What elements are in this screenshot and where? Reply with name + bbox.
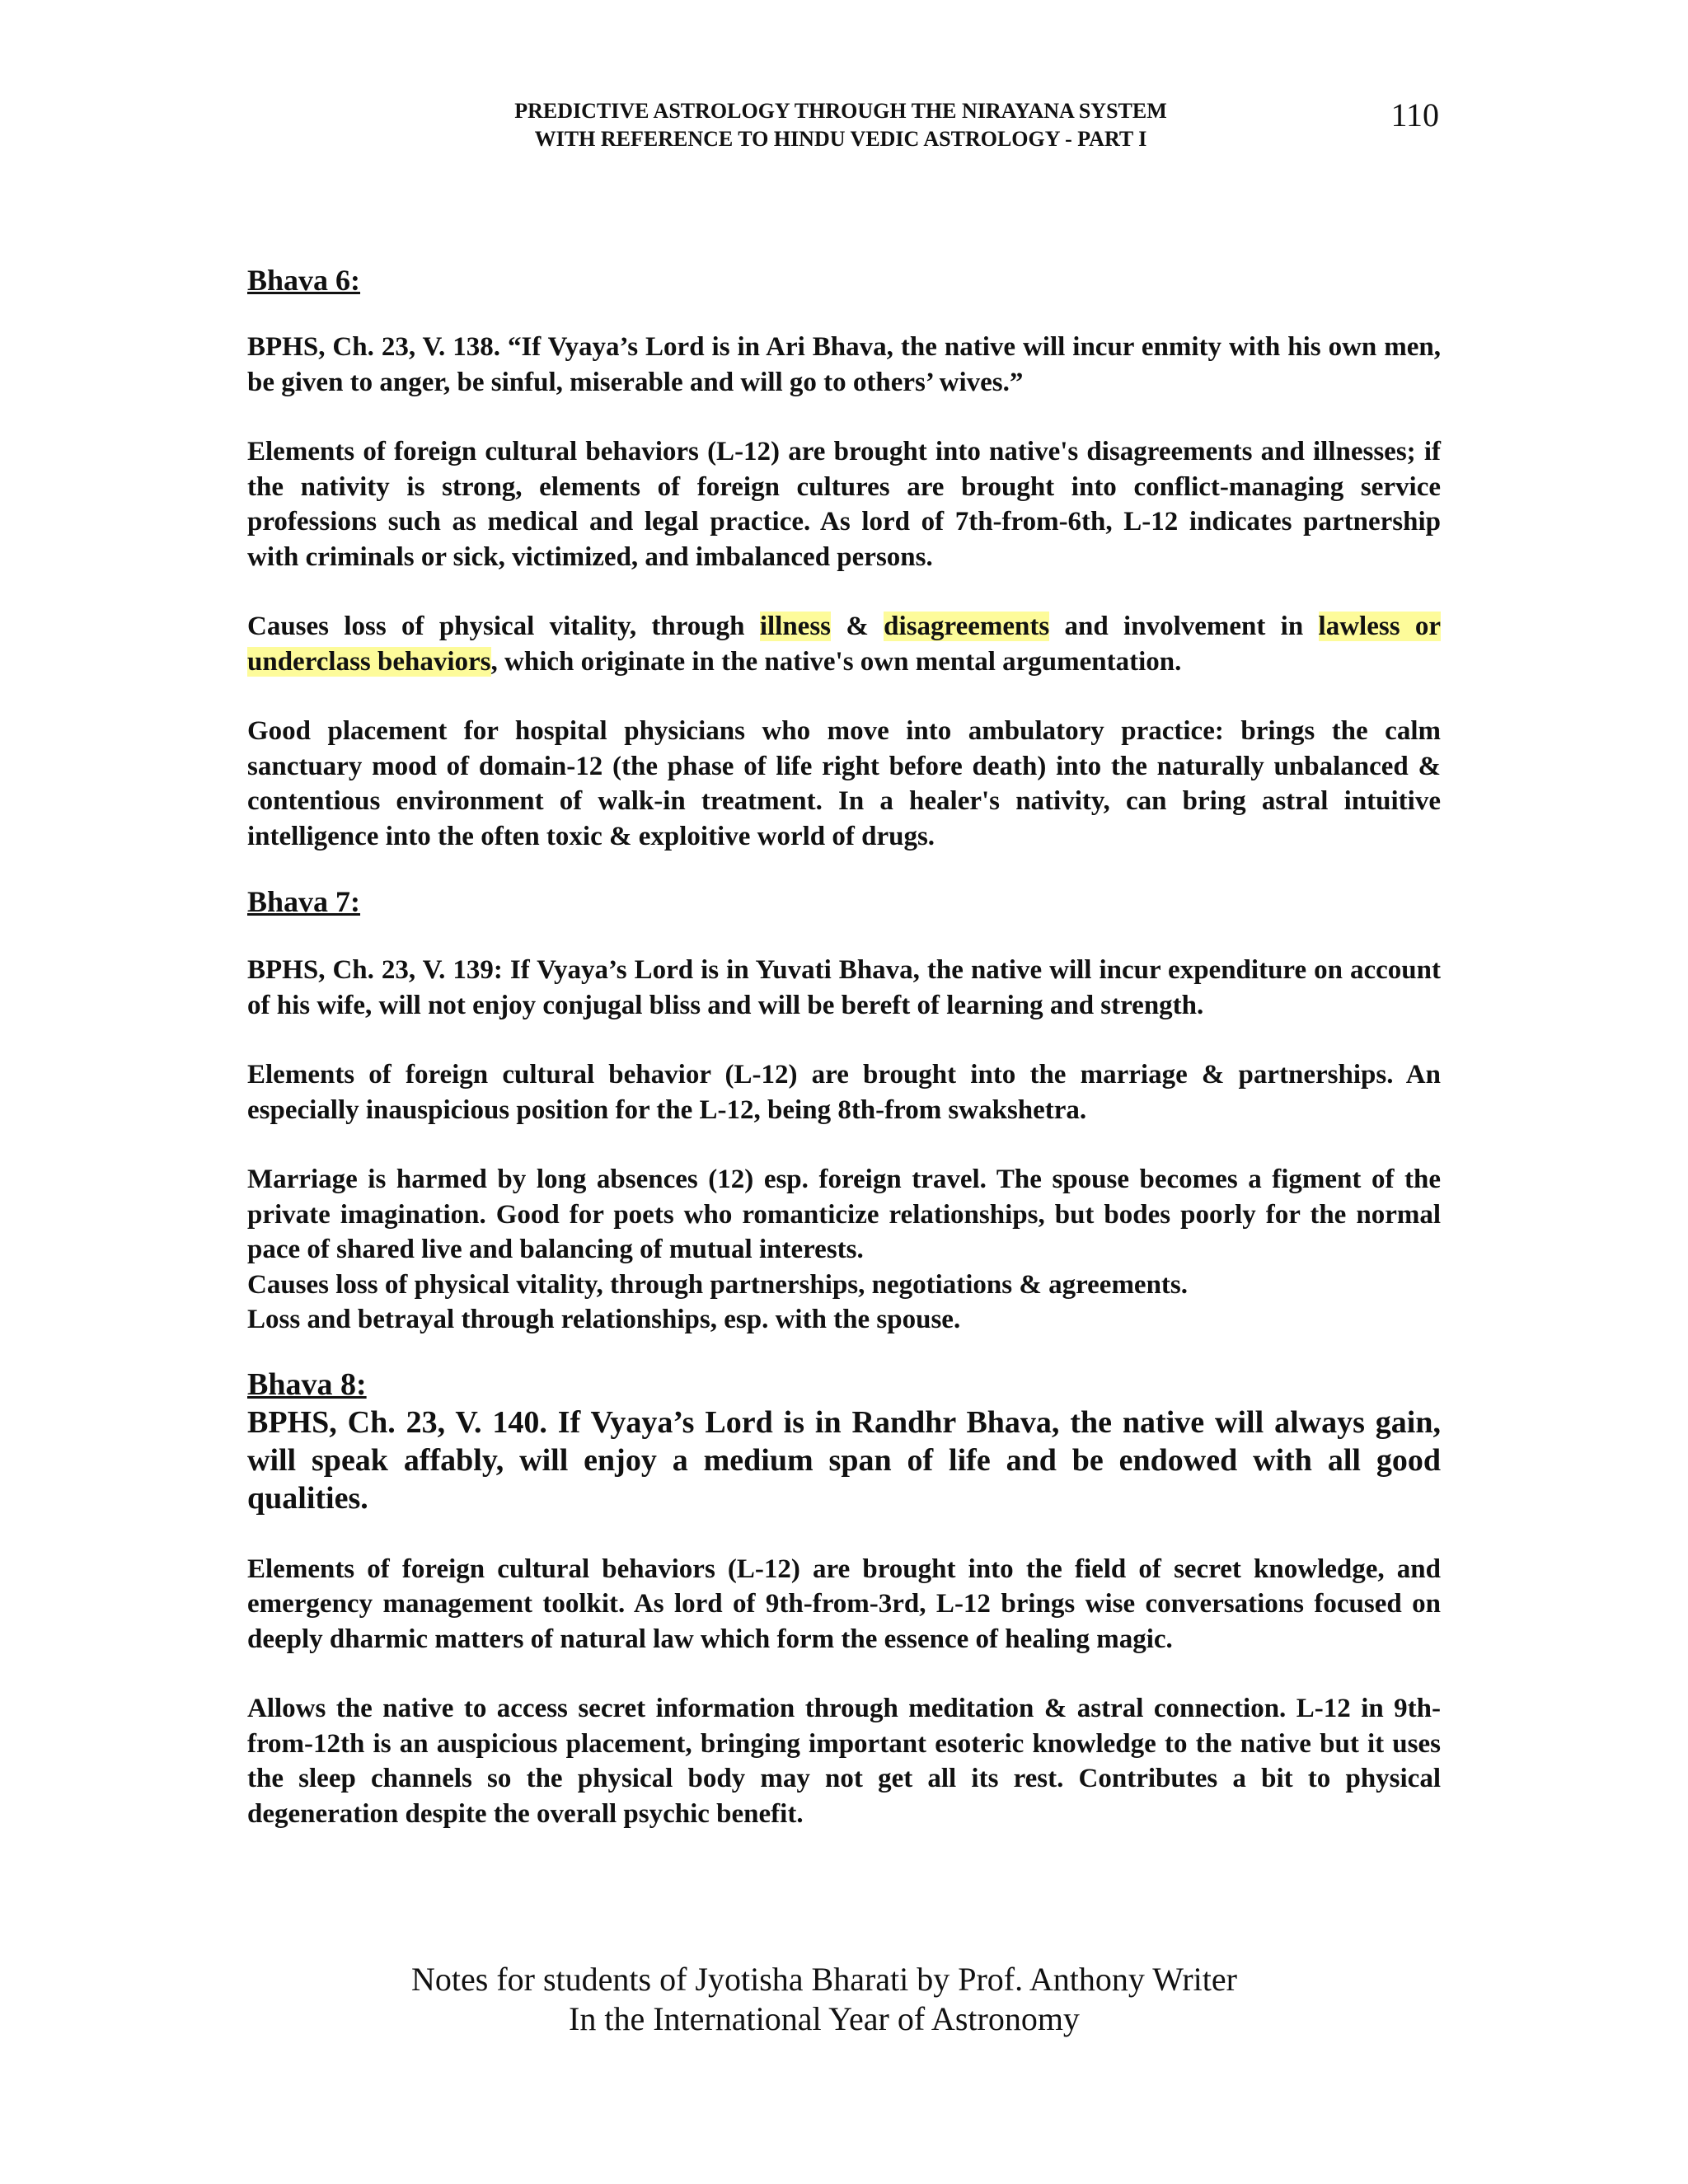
- main-content: [247, 262, 1441, 1831]
- paragraph-bhava8-secret-information: Allows the native to access secret information through meditation & astral connection. L-12 in 9th-from-12th is an auspicious placement, bringing important esoteric knowledge to the native but it uses the sleep channels so the physical body may not get all its rest. Contributes a bit to physical degeneration despite the overall psychic benefit.: [247, 1694, 1441, 1829]
- footer-line-2: In the International Year of Astronomy: [569, 2000, 1080, 2037]
- page-number: 110: [1390, 96, 1439, 134]
- text-run: , which originate in the native's own mental argumentation.: [490, 646, 1182, 677]
- paragraph-bhava7-marriage: Marriage is harmed by long absences (12) esp. foreign travel. The spouse becomes a figment of the private imagination. Good for poets who romanticize relationships, but bodes poorly for the normal pace of shared live and balancing of mutual interests.: [247, 1165, 1441, 1264]
- paragraph-bhava7-foreign-elements: Elements of foreign cultural behavior (L-12) are brought into the marriage & partnerships. An especially inauspicious position for the L-12, being 8th-from swakshetra.: [247, 1060, 1441, 1125]
- footer-line-1: Notes for students of Jyotisha Bharati by Prof. Anthony Writer: [411, 1961, 1237, 1998]
- text-run: and involvement in: [1049, 612, 1319, 641]
- paragraph-bhava7-vitality: Causes loss of physical vitality, through partnerships, negotiations & agreements.: [247, 1269, 1189, 1300]
- text-run: &: [831, 612, 884, 641]
- highlight-lawless-behaviors: lawless or underclass behaviors: [247, 612, 1441, 677]
- section-heading-bhava-6: Bhava 6:: [247, 264, 361, 297]
- bphs-verse-139: BPHS, Ch. 23, V. 139: If Vyaya’s Lord is in Yuvati Bhava, the native will incur expenditure on account of his wife, will not enjoy conjugal bliss and will be bereft of learning and strength.: [247, 955, 1441, 1020]
- page-footer: [330, 1960, 1319, 2039]
- bphs-verse-140: BPHS, Ch. 23, V. 140. If Vyaya’s Lord is in Randhr Bhava, the native will always gain, will speak affably, will enjoy a medium span of life and be endowed with all good qualities.: [247, 1404, 1441, 1516]
- paragraph-bhava6-vitality: [247, 609, 1441, 679]
- header-line-2: WITH REFERENCE TO HINDU VEDIC ASTROLOGY - PART I: [534, 127, 1147, 151]
- section-heading-bhava-7: Bhava 7:: [247, 885, 361, 918]
- header-line-1: PREDICTIVE ASTROLOGY THROUGH THE NIRAYANA SYSTEM: [514, 99, 1167, 123]
- paragraph-bhava7-betrayal: Loss and betrayal through relationships, esp. with the spouse.: [247, 1305, 961, 1334]
- highlight-disagreements: disagreements: [884, 612, 1050, 641]
- section-heading-bhava-8: Bhava 8:: [247, 1366, 367, 1402]
- bpHS-verse-138: BPHS, Ch. 23, V. 138. “If Vyaya’s Lord is in Ari Bhava, the native will incur enmity with his own men, be given to anger, be sinful, miserable and will go to others’ wives.”: [247, 332, 1441, 397]
- paragraph-bhava6-physicians: Good placement for hospital physicians who move into ambulatory practice: brings the calm sanctuary mood of domain-12 (the phase of life right before death) into the naturally unbalanced & contentious environment of walk-in treatment. In a healer's nativity, can bring astral intuitive intelligence into the often toxic & exploitive world of drugs.: [247, 716, 1441, 851]
- paragraph-bhava6-foreign-elements: Elements of foreign cultural behaviors (L-12) are brought into native's disagreements and illnesses; if the nativity is strong, elements of foreign cultures are brought into conflict-managing service professions such as medical and legal practice. As lord of 7th-from-6th, L-12 indicates partnership with criminals or sick, victimized, and imbalanced persons.: [247, 437, 1441, 572]
- paragraph-bhava8-foreign-elements: Elements of foreign cultural behaviors (L-12) are brought into the field of secret knowledge, and emergency management toolkit. As lord of 9th-from-3rd, L-12 brings wise conversations focused on deeply dharmic matters of natural law which form the essence of healing magic.: [247, 1554, 1441, 1654]
- running-header: [330, 97, 1352, 153]
- highlight-illness: illness: [759, 612, 832, 641]
- text-run: Causes loss of physical vitality, through: [247, 612, 760, 641]
